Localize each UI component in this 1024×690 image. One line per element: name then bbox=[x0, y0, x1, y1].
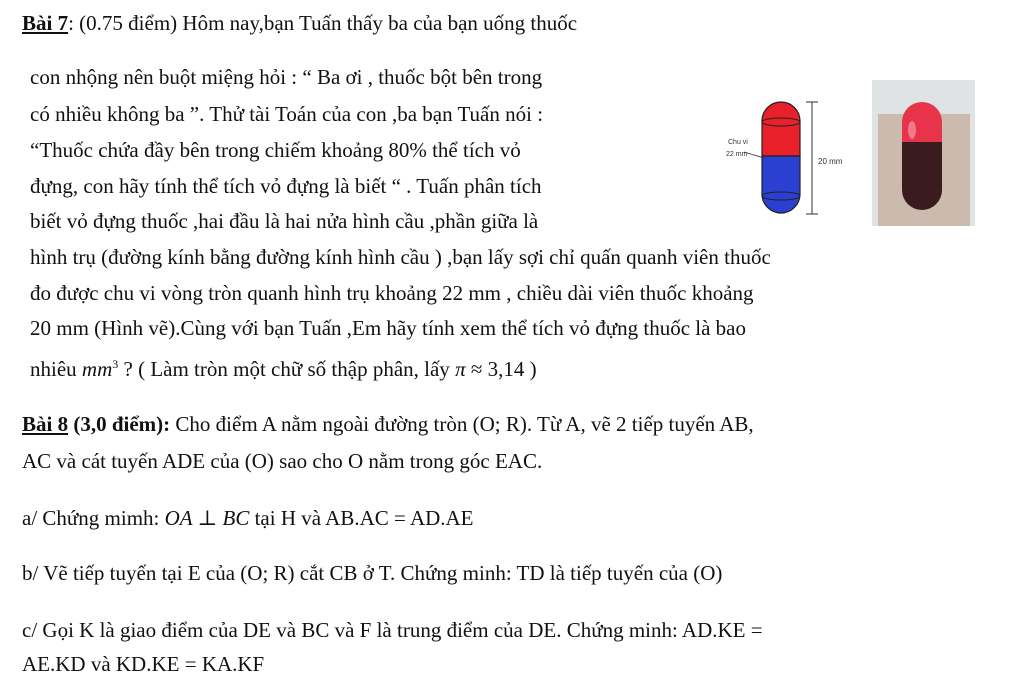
bai8-title-rest: (3,0 điểm): bbox=[68, 412, 171, 436]
bai7-line-2: có nhiều không ba ”. Thử tài Toán của con ,ba bạn Tuấn nói : bbox=[30, 102, 544, 126]
bai8-part-a-math: OA ⊥ BC bbox=[164, 506, 250, 530]
capsule-bottom-half bbox=[762, 156, 800, 213]
bai7-line-6: hình trụ (đường kính bằng đường kính hình cầu ) ,bạn lấy sợi chỉ quấn quanh viên thuốc bbox=[30, 245, 771, 269]
bai7-title bbox=[22, 10, 577, 36]
capsule-top-half bbox=[762, 102, 800, 156]
bai7-line-5: biết vỏ đựng thuốc ,hai đầu là hai nửa hình cầu ,phần giữa là bbox=[30, 209, 539, 233]
length-label: 20 mm bbox=[818, 157, 843, 166]
bai8-part-c-2: AE.KD và KD.KE = KA.KF bbox=[22, 652, 265, 676]
capsule-photo bbox=[872, 80, 975, 226]
bai8-intro-2: AC và cát tuyến ADE của (O) sao cho O nằm trong góc EAC. bbox=[22, 449, 543, 473]
bai7-line-4: đựng, con hãy tính thể tích vỏ đựng là biết “ . Tuấn phân tích bbox=[30, 174, 542, 198]
bai8-intro-1: Cho điểm A nằm ngoài đường tròn (O; R). Từ A, vẽ 2 tiếp tuyến AB, bbox=[170, 412, 754, 436]
bai7-line-9 bbox=[30, 351, 537, 382]
bai7-line-9-prefix: nhiêu bbox=[30, 357, 82, 381]
capsule-diagram bbox=[722, 86, 862, 231]
bai7-title-rest: : (0.75 điểm) Hôm nay,bạn Tuấn thấy ba của bạn uống thuốc bbox=[68, 11, 578, 35]
bai7-line-8: 20 mm (Hình vẽ).Cùng với bạn Tuấn ,Em hãy tính xem thể tích vỏ đựng thuốc là bao bbox=[30, 316, 746, 340]
bai8-title bbox=[22, 411, 754, 437]
bai8-part-b: b/ Vẽ tiếp tuyến tại E của (O; R) cắt CB ở T. Chứng minh: TD là tiếp tuyến của (O) bbox=[22, 561, 723, 585]
pi-symbol: π bbox=[455, 357, 466, 381]
capsule-photo-top bbox=[902, 102, 942, 142]
bai8-part-c-1: c/ Gọi K là giao điểm của DE và BC và F là trung điểm của DE. Chứng minh: AD.KE = bbox=[22, 618, 763, 642]
bai8-part-a bbox=[22, 505, 474, 531]
bai7-line-9-approx: ≈ 3,14 ) bbox=[465, 357, 537, 381]
capsule-shape bbox=[762, 102, 800, 213]
bai8-part-a-suffix: tại H và AB.AC = AD.AE bbox=[249, 506, 474, 530]
chu-vi-value: 22 mm bbox=[726, 151, 748, 158]
bai8-title-label: Bài 8 bbox=[22, 412, 69, 436]
unit-exponent: 3 bbox=[112, 357, 119, 371]
capsule-photo-highlight bbox=[908, 121, 916, 139]
bai7-line-9-suffix: ? ( Làm tròn một chữ số thập phân, lấy bbox=[118, 357, 456, 381]
bai7-title-label: Bài 7 bbox=[22, 11, 69, 35]
unit-mm: mm bbox=[81, 357, 113, 381]
chu-vi-label: Chu vi bbox=[728, 139, 748, 146]
bai7-line-3: “Thuốc chứa đầy bên trong chiếm khoảng 80% thể tích vỏ bbox=[30, 138, 521, 162]
bai7-line-7: đo được chu vi vòng tròn quanh hình trụ khoảng 22 mm , chiều dài viên thuốc khoảng bbox=[30, 281, 754, 305]
capsule-photo-bottom bbox=[902, 142, 942, 210]
bai7-line-1: con nhộng nên buột miệng hỏi : “ Ba ơi , thuốc bột bên trong bbox=[30, 65, 543, 89]
bai8-part-a-prefix: a/ Chứng mimh: bbox=[22, 506, 165, 530]
